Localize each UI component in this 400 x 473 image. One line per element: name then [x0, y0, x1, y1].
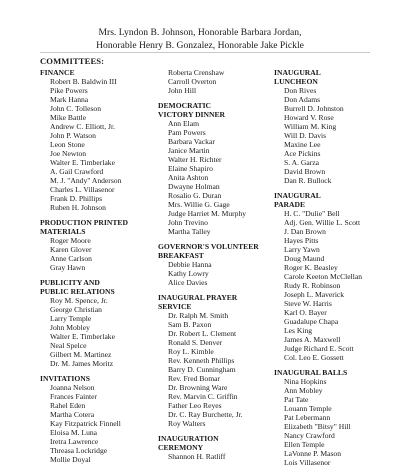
- member-name: Joseph L. Maverick: [284, 290, 345, 299]
- committee-title: SERVICE: [158, 302, 192, 311]
- member-name: Dan R. Bullock: [284, 176, 332, 185]
- member-name: Hayes Pitts: [284, 236, 319, 245]
- member-list: [40, 77, 160, 212]
- committee-section: [274, 68, 394, 185]
- committee-title: INAUGURATION: [158, 434, 219, 443]
- member-list: [158, 119, 273, 236]
- committees-heading: COMMITTEES:: [40, 56, 105, 66]
- member-name: Pat Tate: [284, 395, 309, 404]
- member-name: Mike Battle: [50, 113, 87, 122]
- committee-column-1: [40, 68, 160, 470]
- member-name: Frances Fainter: [50, 392, 98, 401]
- member-name: Pat Lebermann: [284, 413, 331, 422]
- member-name: Dr. M. James Moritz: [50, 359, 114, 368]
- member-name: Kathy Lowry: [168, 269, 209, 278]
- member-list: [40, 236, 160, 272]
- member-name: A. Gail Crawford: [50, 167, 104, 176]
- member-name: Mark Hanna: [50, 95, 89, 104]
- member-name: Rev. Kenneth Phillips: [168, 356, 235, 365]
- member-name: Roy L. Kimble: [168, 347, 214, 356]
- member-name: J. Dan Brown: [284, 227, 326, 236]
- honorees-line: Honorable Henry B. Gonzalez, Honorable Jake Pickle: [96, 40, 304, 51]
- member-name: Roger K. Beasley: [284, 263, 338, 272]
- member-name: Barbara Vackar: [168, 137, 215, 146]
- member-name: Mollie Doyal: [50, 455, 91, 464]
- member-name: Judge Richard E. Scott: [284, 344, 354, 353]
- member-name: Rev. Fred Bomar: [168, 374, 221, 383]
- member-name: Roberta Crenshaw: [168, 68, 225, 77]
- member-name: John Trevino: [168, 218, 208, 227]
- member-name: Dr. Browning Ware: [168, 383, 228, 392]
- member-name: Ace Pickins: [284, 149, 321, 158]
- member-name: Barry D. Cunningham: [168, 365, 236, 374]
- member-name: Sam B. Paxon: [168, 320, 212, 329]
- committee-title: PARADE: [274, 200, 306, 209]
- member-name: Rev. Marvin C. Griffin: [168, 392, 238, 401]
- member-name: Anita Ashton: [168, 173, 209, 182]
- member-name: Dr. Ralph M. Smith: [168, 311, 229, 320]
- member-name: Karen Glover: [50, 245, 92, 254]
- committee-section: [158, 242, 273, 287]
- member-name: Charles L. Villasenor: [50, 185, 115, 194]
- honorees-line: Mrs. Lyndon B. Johnson, Honorable Barbara Jordan,: [98, 27, 302, 38]
- member-name: Roger Moore: [50, 236, 91, 245]
- member-name: Roy M. Spence, Jr.: [50, 296, 108, 305]
- member-name: Robert B. Baldwin III: [50, 77, 117, 86]
- member-list: [40, 383, 160, 464]
- member-name: Rahel Eden: [50, 401, 86, 410]
- member-name: Joe Newton: [50, 149, 87, 158]
- committee-section: [158, 293, 273, 428]
- committee-section: [40, 68, 160, 212]
- member-list: [158, 311, 273, 428]
- member-name: Dwayne Holman: [168, 182, 220, 191]
- member-name: Dr. Robert L. Clement: [168, 329, 237, 338]
- member-name: Elizabeth "Bitsy" Hill: [284, 422, 351, 431]
- member-name: Anne Carlson: [50, 254, 92, 263]
- member-name: Andrew C. Elliott, Jr.: [50, 122, 115, 131]
- committee-title: PRODUCTION PRINTED: [40, 218, 128, 227]
- member-name: Burrell D. Johnston: [284, 104, 344, 113]
- member-list: [274, 86, 394, 185]
- member-name: Lois Villasenor: [284, 458, 331, 467]
- member-list: [158, 68, 273, 95]
- member-name: John Hill: [168, 86, 197, 95]
- member-name: Larry Temple: [50, 314, 92, 323]
- member-name: H. C. "Dulie" Bell: [284, 209, 340, 218]
- member-name: Frank D. Phillips: [50, 194, 103, 203]
- member-name: Eloisa M. Luna: [50, 428, 98, 437]
- member-name: Kay Fitzpatrick Finnell: [50, 419, 121, 428]
- member-name: Debbie Hanna: [168, 260, 212, 269]
- member-name: Father Leo Reyes: [168, 401, 222, 410]
- member-name: Walter E. Timberlake: [50, 332, 115, 341]
- member-name: Nina Hopkins: [284, 377, 327, 386]
- committee-title: CEREMONY: [158, 443, 204, 452]
- member-name: Iretra Lawrence: [50, 437, 99, 446]
- member-name: Janice Martin: [168, 146, 210, 155]
- member-name: Leon Stone: [50, 140, 85, 149]
- member-name: S. A. Garza: [284, 158, 320, 167]
- member-name: Larry Yawn: [284, 245, 320, 254]
- member-name: William M. King: [284, 122, 337, 131]
- member-name: Judge Harriet M. Murphy: [168, 209, 247, 218]
- committee-title: PUBLIC RELATIONS: [40, 287, 115, 296]
- member-name: Roy Walters: [168, 419, 206, 428]
- member-name: LaVonne P. Mason: [284, 449, 342, 458]
- member-name: John Mobley: [50, 323, 90, 332]
- member-list: [274, 209, 394, 362]
- member-name: David Brown: [284, 167, 326, 176]
- committee-section: [40, 374, 160, 464]
- committee-title: INAUGURAL: [274, 68, 321, 77]
- member-name: Martha Talley: [168, 227, 211, 236]
- committee-section: [158, 101, 273, 236]
- member-name: Louann Temple: [284, 404, 332, 413]
- committee-title: DEMOCRATIC: [158, 101, 212, 110]
- divider-rule: [40, 52, 370, 53]
- committee-column-3: [274, 68, 394, 473]
- member-name: Don Adams: [284, 95, 321, 104]
- member-name: Adj. Gen. Willie L. Scott: [284, 218, 361, 227]
- member-name: Will D. Davis: [284, 131, 327, 140]
- member-name: John P. Watson: [50, 131, 96, 140]
- committee-title: VICTORY DINNER: [158, 110, 226, 119]
- member-name: Pike Powers: [50, 86, 88, 95]
- committee-section: [158, 68, 273, 95]
- member-list: [158, 260, 273, 287]
- member-name: James A. Maxwell: [284, 335, 341, 344]
- committee-title: INVITATIONS: [40, 374, 90, 383]
- committee-column-2: [158, 68, 273, 467]
- member-name: Ann Mobley: [284, 386, 323, 395]
- member-name: Walter H. Richter: [168, 155, 222, 164]
- member-name: Karl O. Bayer: [284, 308, 327, 317]
- committee-title: FINANCE: [40, 68, 75, 77]
- committee-title: GOVERNOR'S VOLUNTEER: [158, 242, 259, 251]
- member-name: Doug Maund: [284, 254, 325, 263]
- member-name: Neal Spelce: [50, 341, 87, 350]
- member-list: [40, 296, 160, 368]
- committee-title: INAUGURAL BALLS: [274, 368, 348, 377]
- committee-title: PUBLICITY AND: [40, 278, 100, 287]
- member-name: M. J. "Andy" Anderson: [50, 176, 122, 185]
- member-name: Pam Powers: [168, 128, 206, 137]
- member-name: Ronald S. Denver: [168, 338, 223, 347]
- member-name: Maxine Lee: [284, 140, 321, 149]
- member-name: Rudy R. Robinson: [284, 281, 341, 290]
- member-name: Joanna Nelson: [50, 383, 95, 392]
- member-name: Howard V. Rose: [284, 113, 334, 122]
- member-name: Shannon H. Ratliff: [168, 452, 226, 461]
- member-name: Mrs. Willie G. Gage: [168, 200, 230, 209]
- member-name: Alice Davies: [168, 278, 208, 287]
- committee-title: INAUGURAL PRAYER: [158, 293, 238, 302]
- member-name: John C. Tolleson: [50, 104, 102, 113]
- committee-section: [274, 191, 394, 362]
- member-name: Martha Cotera: [50, 410, 95, 419]
- member-name: Ann Elam: [168, 119, 200, 128]
- member-name: Carole Keeton McClellan: [284, 272, 363, 281]
- committee-title: INAUGURAL: [274, 191, 321, 200]
- committee-section: [40, 278, 160, 368]
- member-name: Threasa Lockridge: [50, 446, 108, 455]
- member-list: [158, 452, 273, 461]
- member-name: Don Rives: [284, 86, 317, 95]
- committee-section: [274, 368, 394, 467]
- member-name: Ruben H. Johnson: [50, 203, 106, 212]
- committee-section: [158, 434, 273, 461]
- committee-section: [40, 218, 160, 272]
- committee-title: LUNCHEON: [274, 77, 318, 86]
- member-name: Les King: [284, 326, 313, 335]
- member-name: Gray Hawn: [50, 263, 86, 272]
- member-name: Ellen Temple: [284, 440, 325, 449]
- member-name: Rosalio G. Duran: [168, 191, 222, 200]
- committee-title: BREAKFAST: [158, 251, 204, 260]
- honorees-block: [0, 26, 400, 52]
- member-name: Dr. C. Ray Burchette, Jr.: [168, 410, 243, 419]
- member-name: Guadalupe Chapa: [284, 317, 339, 326]
- member-name: Nancy Crawford: [284, 431, 335, 440]
- member-name: Col. Leo E. Gossett: [284, 353, 344, 362]
- member-list: [274, 377, 394, 467]
- member-name: George Christian: [50, 305, 102, 314]
- member-name: Steve W. Harris: [284, 299, 332, 308]
- member-name: Carroll Overton: [168, 77, 217, 86]
- member-name: Gilbert M. Martinez: [50, 350, 112, 359]
- member-name: Walter E. Timberlake: [50, 158, 115, 167]
- member-name: Elaine Shapiro: [168, 164, 213, 173]
- committee-title: MATERIALS: [40, 227, 86, 236]
